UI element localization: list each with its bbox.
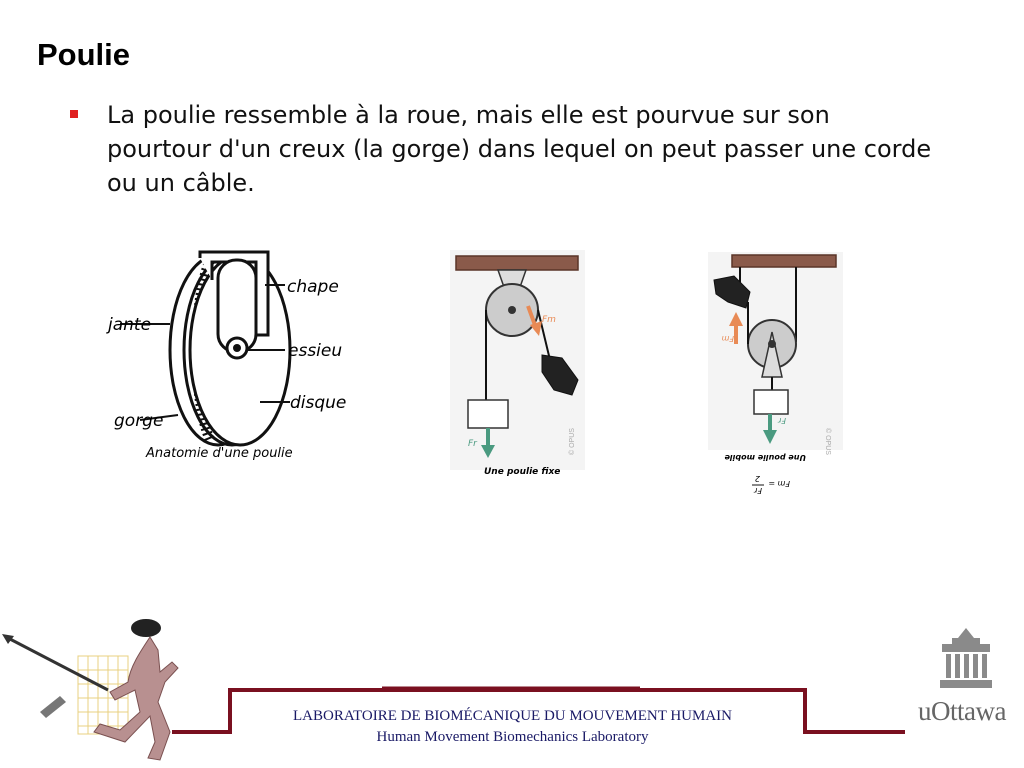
formula — [752, 474, 790, 495]
label-gorge: gorge — [114, 411, 164, 431]
pulley-anatomy-figure — [100, 240, 360, 470]
force-motor-label: Fm — [721, 334, 734, 343]
label-chape: chape — [287, 277, 339, 297]
image-credit: © OPUS — [569, 428, 576, 455]
mobile-pulley-figure — [708, 252, 843, 497]
university-building-icon — [938, 628, 994, 692]
load-box — [754, 390, 788, 414]
ceiling-beam — [456, 256, 578, 270]
bullet-item — [70, 98, 940, 200]
force-resist-label: Fr — [468, 439, 477, 449]
image-credit: © OPUS — [824, 428, 831, 455]
lab-name — [230, 706, 795, 748]
lab-name-english: Human Movement Biomechanics Laboratory — [376, 729, 649, 745]
label-essieu: essieu — [288, 341, 343, 361]
university-wordmark: uOttawa — [918, 696, 1006, 726]
lab-name-french: LABORATOIRE DE BIOMÉCANIQUE DU MOUVEMENT HUMAIN — [292, 708, 732, 724]
figure-caption: Une poulie fixe — [484, 467, 561, 477]
slide-title: Poulie — [37, 37, 131, 72]
label-jante: jante — [108, 315, 152, 335]
formula-numerator: Fr — [754, 486, 762, 495]
force-motor-label: Fm — [542, 315, 556, 325]
label-disque: disque — [290, 393, 347, 413]
bullet-square-icon — [70, 110, 78, 118]
ceiling-beam — [732, 255, 836, 267]
figure-caption: Anatomie d'une poulie — [146, 446, 293, 461]
formula-lhs: Fm = — [768, 479, 790, 488]
load-box — [468, 400, 508, 428]
bullet-text: La poulie ressemble à la roue, mais elle est pourvue sur son pourtour d'un creux (la gorge) dans lequel on peut passer une corde ou un câble. — [107, 101, 932, 197]
fixed-pulley-figure — [450, 250, 585, 485]
formula-denominator: 2 — [754, 474, 760, 483]
figure-caption: Une poulie mobile — [724, 453, 806, 462]
force-resist-label: Fr — [778, 416, 786, 425]
